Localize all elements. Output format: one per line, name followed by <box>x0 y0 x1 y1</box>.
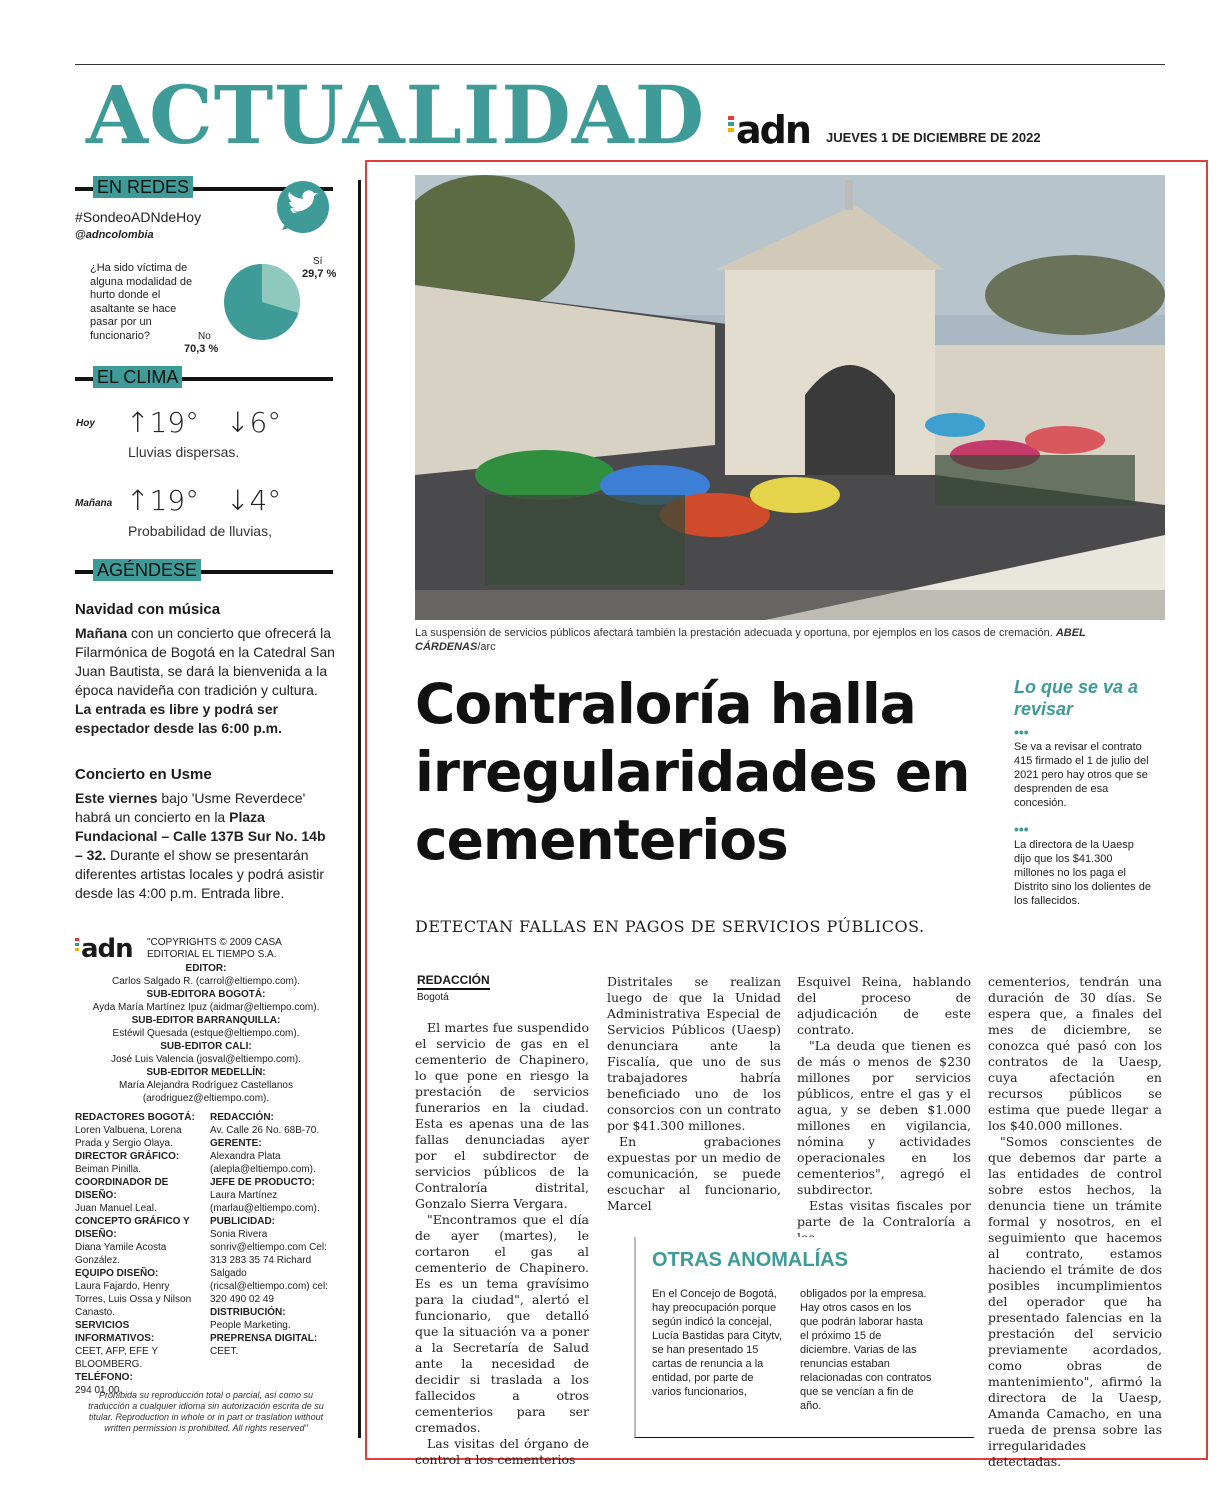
poll-pie-chart <box>220 260 304 344</box>
el-clima-heading: EL CLIMA <box>75 368 333 388</box>
weather-tomorrow-min: ↓4° <box>226 484 282 517</box>
paragraph: Esquivel Reina, hablando del proceso de adjudicación de este contrato. <box>797 974 971 1037</box>
paragraph: Distritales se realizan luego de que la Unidad Administrativa Especial de Servicios Públicos (Uaesp) denunciara ante la Fiscalía, que uno de sus trabajadores habría beneficiado uno de los consorcios con un contrato por $41.300 millones. <box>607 974 781 1133</box>
event-2-title: Concierto en Usme <box>75 766 212 783</box>
article-column-2 <box>607 974 781 1214</box>
copyright: "COPYRIGHTS © 2009 CASA EDITORIAL EL TIEMPO S.A. <box>147 937 282 960</box>
twitter-icon <box>272 178 334 240</box>
aside-title: Lo que se va a revisar <box>1014 677 1139 719</box>
twitter-handle: @adncolombia <box>75 229 154 241</box>
credit-names: 294 01 00. <box>75 1385 123 1396</box>
section-title: ACTUALIDAD <box>86 68 706 162</box>
en-redes-heading: EN REDES <box>75 178 333 198</box>
credit-role: REDACTORES BOGOTÁ: <box>75 1112 195 1123</box>
credit-role: PUBLICIDAD: <box>210 1216 275 1227</box>
event-2-body: Este viernes bajo 'Usme Reverdece' habrá un concierto en la Plaza Fundacional – Calle 137B Sur No. 14b – 32. Durante el show se presentarán diferentes artistas locales y podrá asistir desde las 4:00 p.m. Entrada libre. <box>75 790 326 901</box>
credit-names: Sonia Rivera sonriv@eltiempo.com Cel: 313 283 35 74 Richard Salgado (ricsal@eltiempo.com) cel: 320 490 02 49 <box>210 1229 328 1305</box>
aside-item-1: Se va a revisar el contrato 415 firmado el 1 de julio del 2021 pero hay otros que se desprenden de esa concesión. <box>1014 741 1149 809</box>
aside-dots-1: ••• <box>1014 724 1029 740</box>
hashtag: #SondeoADNdeHoy <box>75 209 202 225</box>
paragraph: En grabaciones expuestas por un medio de comunicación, se puede escuchar al funcionario, Marcel <box>607 1134 781 1213</box>
credit-role: EQUIPO DISEÑO: <box>75 1268 159 1279</box>
credit-role: SERVICIOS INFORMATIVOS: <box>75 1320 155 1344</box>
aside-dots-2: ••• <box>1014 821 1029 837</box>
article-column-1 <box>415 1020 589 1468</box>
event-1-title: Navidad con música <box>75 601 221 618</box>
credit-names: Alexandra Plata (alepla@eltiempo.com). <box>210 1151 316 1175</box>
credit-role: REDACCIÓN: <box>210 1112 274 1123</box>
poll-question: ¿Ha sido víctima de alguna modalidad de hurto donde el asaltante se hace pasar por un funcionario? <box>90 262 193 342</box>
byline-city: Bogotá <box>417 992 449 1003</box>
aside-item-2: La directora de la Uaesp dijo que los $41.300 millones no los paga el Distrito sino los dolientes de los fallecidos. <box>1014 839 1151 907</box>
credit-names: Av. Calle 26 No. 68B-70. <box>210 1125 320 1136</box>
sidebar-divider <box>358 180 361 1438</box>
credit-role: JEFE DE PRODUCTO: <box>210 1177 315 1188</box>
weather-tomorrow-max: ↑19° <box>126 484 200 517</box>
credit-role: PREPRENSA DIGITAL: <box>210 1333 318 1344</box>
paragraph: El martes fue suspendido el servicio de gas en el cementerio de Chapinero, lo que pone en riesgo la prestación de servicios funerarios en la ciudad. Esta es apenas una de las fallas denunciadas ayer por el subdirector de servicios públicos de la Contraloría distrital, Gonzalo Sierra Vergara. <box>415 1020 589 1211</box>
box-column-2: obligados por la empresa. Hay otros casos en los que podrán laborar hasta el próximo 15 de diciembre. Varias de las renuncias estaban relacionadas con contratos que se vencían a fin de año. <box>800 1288 932 1412</box>
photo-caption: La suspensión de servicios públicos afectará también la prestación adecuada y oportuna, por ejemplos en los casos de cremación. ABEL CÁRDENAS/arc <box>415 627 1086 653</box>
credit-names: Loren Valbuena, Lorena Prada y Sergio Olaya. <box>75 1125 182 1149</box>
pie-no-label: No <box>198 331 211 342</box>
byline: REDACCIÓN <box>417 973 490 990</box>
paragraph: "Encontramos que el día de ayer (martes), le cortaron el gas al cementerio de Chapinero. Es es un tema gravísimo para la ciudad", alertó el funcionario, que detalló que la situación va a poner a la Secretaría de Salud ante la necesidad de decidir si traslada a los fallecidos a otros cementerios para ser cremados. <box>415 1212 589 1435</box>
credit-role: TELÉFONO: <box>75 1372 133 1383</box>
credit-role: GERENTE: <box>210 1138 262 1149</box>
article-column-4 <box>988 974 1162 1470</box>
paragraph: Las visitas del órgano de control a los cementerios <box>415 1436 589 1467</box>
credits-left-column <box>75 1111 202 1397</box>
issue-date: JUEVES 1 DE DICIEMBRE DE 2022 <box>826 130 1041 145</box>
credit-role: DIRECTOR GRÁFICO: <box>75 1151 180 1162</box>
credit-names: Juan Manuel Leal. <box>75 1203 157 1214</box>
top-rule <box>75 64 1165 65</box>
logo-bars-icon <box>728 116 734 134</box>
credits-right-column <box>210 1111 337 1397</box>
credit-names: Laura Fajardo, Henry Torres, Luis Ossa y Nilson Canasto. <box>75 1281 192 1318</box>
credit-names: Diana Yamile Acosta González. <box>75 1242 167 1266</box>
credit-names: Beiman Pinilla. <box>75 1164 142 1175</box>
weather-today-label: Hoy <box>76 418 95 429</box>
pie-yes-label: Sí <box>313 256 323 267</box>
cemetery-market-illustration <box>415 175 1165 620</box>
event-1-body: Mañana con un concierto que ofrecerá la Filarmónica de Bogotá en la Catedral San Juan Bautista, se dará la bienvenida a la época navideña con tradición y cultura. La entrada es libre y podrá ser espectador desde las 6:00 p.m. <box>75 625 335 736</box>
weather-today-max: ↑19° <box>126 406 200 439</box>
agendese-heading: AGÉNDESE <box>75 561 333 581</box>
credit-names: CEET. <box>210 1346 239 1357</box>
box-column-1: En el Concejo de Bogotá, hay preocupación porque según indicó la concejal, Lucía Bastidas para Citytv, se han presentado 15 cartas de renuncia a la entidad, por parte de varios funcionarios, <box>652 1288 783 1398</box>
credit-names: CEET, AFP, EFE Y BLOOMBERG. <box>75 1346 158 1370</box>
credit-names: People Marketing. <box>210 1320 291 1331</box>
credit-role: CONCEPTO GRÁFICO Y DISEÑO: <box>75 1216 190 1240</box>
paragraph: "Somos conscientes de que debemos dar parte a las entidades de control sobre estos hechos, la denuncia tiene un trámite formal y nosotros, en el seguimiento que hacemos al contrato, estamos haciendo el trámite de dos posibles incumplimientos del operador que ha presentado falencias en la prestación del servicio previamente acordados, como obras de mantenimiento", afirmó la directora de la Uaesp, Amanda Camacho, en una rueda de prensa sobre las irregularidades detectadas. <box>988 1134 1162 1469</box>
adn-logo <box>728 110 810 150</box>
weather-tomorrow-desc: Probabilidad de lluvias, <box>128 523 272 539</box>
weather-today-min: ↓6° <box>226 406 282 439</box>
box-title: OTRAS ANOMALÍAS <box>652 1249 848 1271</box>
article-subhead: DETECTAN FALLAS EN PAGOS DE SERVICIOS PÚBLICOS. <box>415 917 925 936</box>
article-column-3 <box>797 974 971 1246</box>
pie-no-value: 70,3 % <box>184 343 219 355</box>
paragraph: "La deuda que tienen es de más o menos de $230 millones por servicios públicos, entre el gas y el agua, y se deben $1.000 millones en vigilancia, nómina y actividades operacionales en los cementerios", agregó el subdirector. <box>797 1038 971 1197</box>
weather-today-desc: Lluvias dispersas. <box>128 444 240 460</box>
article-headline: Contraloría halla irregularidades en cementerios <box>415 672 970 872</box>
credit-role: DISTRIBUCIÓN: <box>210 1307 286 1318</box>
weather-tomorrow-label: Mañana <box>75 498 113 509</box>
credits-logo: adn <box>75 934 133 964</box>
legal-notice: Prohibida su reproducción total o parcial, así como su traducción a cualquier idioma sin autorización escrita de su titular. Reproduction in whole or in part or traslation without written permission is prohibited. All rights reserved" <box>88 1390 324 1433</box>
credits: EDITOR: Carlos Salgado R. (carrol@eltiempo.com). SUB-EDITORA BOGOTÁ: Ayda María Martínez Ipuz (aidmar@eltiempo.com). SUB-EDITOR BARRANQUILLA: Estéwil Quesada (estque@eltiempo.com). SUB-EDITOR CALI: José Luis Valencia (josval@eltiempo.com). SUB-EDITOR MEDELLÍN: María Alejandra Rodríguez Castellanos (arodriguez@eltiempo.com). REDACTORES BOGOTÁ: Loren Valbuena, Lorena Prada y Sergio Olaya. DIRECTOR GRÁFICO: Beiman Pinilla. COORDINADOR DE DISEÑO: Juan Manuel Leal. CONCEPTO GRÁFICO Y DISEÑO: Diana Yamile Acosta González. EQUIPO DISEÑO: Laura Fajardo, Henry Torres, Luis Ossa y Nilson Canasto. SERVICIOS INFORMATIVOS: CEET, AFP, EFE Y BLOOMBERG. TELÉFONO: 294 01 00. REDACCIÓN: Av. Calle 26 No. 68B-70. GERENTE: Alexandra Plata (alepla@eltiempo.com). JEFE DE PRODUCTO: Laura Martínez (marlau@eltiempo.com). PUBLICIDAD: Sonia Rivera sonriv@eltiempo.com Cel: 313 283 35 74 Richard Salgado (ricsal@eltiempo.com) cel: 320 490 02 49 DISTRIBUCIÓN: People Marketing. PREPRENSA DIGITAL: CEET. <box>75 962 337 1397</box>
paragraph: cementerios, tendrán una duración de 30 días. Se espera que, a finales del mes de diciembre, se conozca qué pasó con los contratos de la Uaesp, cuya afectación en recursos públicos se estima que puede llegar a los $40.000 millones. <box>988 974 1162 1133</box>
article-photo <box>415 175 1165 620</box>
credit-role: COORDINADOR DE DISEÑO: <box>75 1177 169 1201</box>
logo-text: adn <box>736 108 810 152</box>
otras-anomalias-box <box>634 1237 974 1438</box>
credit-names: Laura Martínez (marlau@eltiempo.com). <box>210 1190 320 1214</box>
paragraph: Estas visitas fiscales por parte de la Contraloría a <box>797 1198 971 1229</box>
pie-yes-value: 29,7 % <box>302 268 337 280</box>
